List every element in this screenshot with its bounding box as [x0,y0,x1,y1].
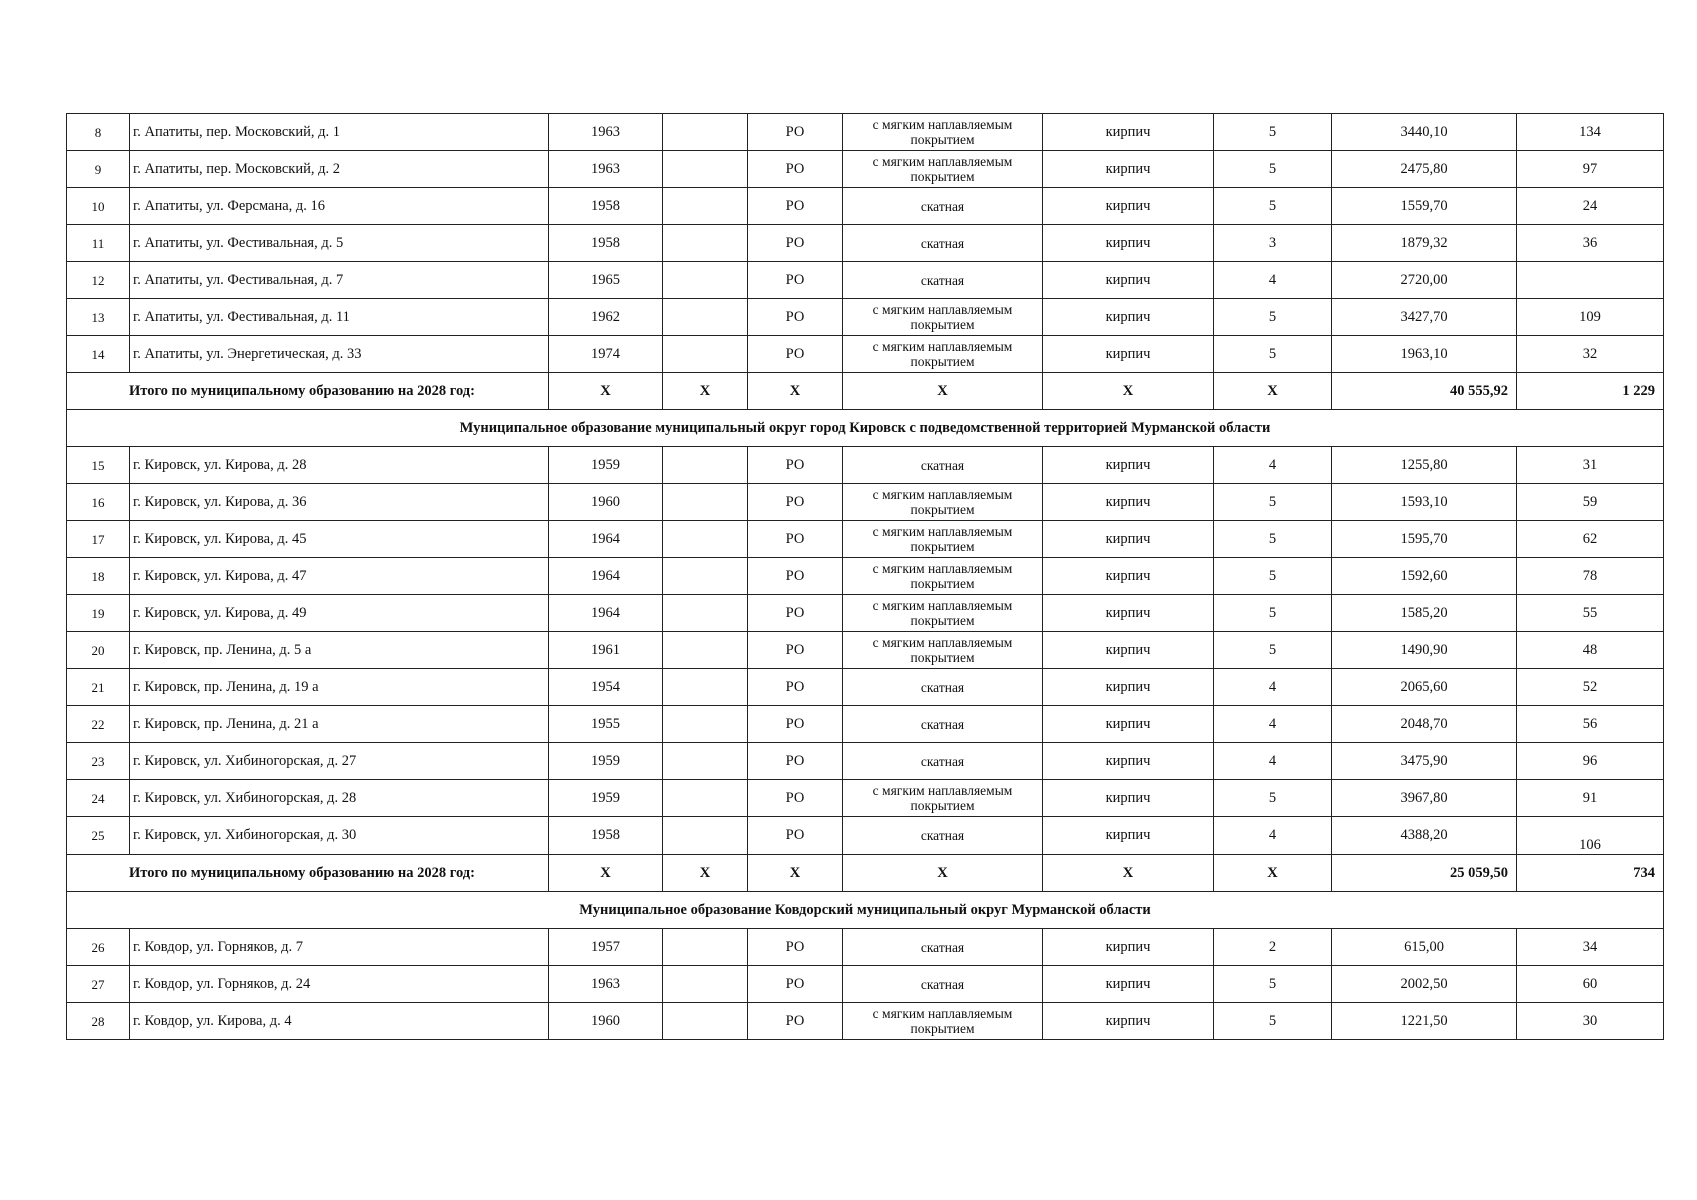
empty-cell [663,262,748,299]
section-title: Муниципальное образование Ковдорский муниципальный округ Мурманской области [67,892,1664,929]
subtotal-x-mark: X [1214,855,1332,892]
wall-material-cell: кирпич [1043,966,1214,1003]
area-cell: 1585,20 [1332,595,1517,632]
residents-cell: 97 [1517,151,1664,188]
floors-cell: 5 [1214,151,1332,188]
empty-cell [663,632,748,669]
address-cell: г. Апатиты, ул. Фестивальная, д. 11 [130,299,549,336]
area-cell: 2065,60 [1332,669,1517,706]
address-cell: г. Апатиты, ул. Фестивальная, д. 7 [130,262,549,299]
management-cell: РО [748,225,843,262]
wall-material-cell: кирпич [1043,225,1214,262]
address-cell: г. Кировск, ул. Кирова, д. 45 [130,521,549,558]
residents-cell: 34 [1517,929,1664,966]
table-row [67,595,1664,632]
area-cell: 1593,10 [1332,484,1517,521]
address-cell: г. Апатиты, пер. Московский, д. 2 [130,151,549,188]
row-number: 21 [67,669,130,706]
residents-cell: 48 [1517,632,1664,669]
area-cell: 3967,80 [1332,780,1517,817]
residents-cell [1517,262,1664,299]
roof-type-cell: с мягким наплавляемым покрытием [843,484,1043,521]
empty-cell [663,706,748,743]
subtotal-x-mark: X [549,373,663,410]
roof-type-cell: скатная [843,225,1043,262]
roof-type-cell: с мягким наплавляемым покрытием [843,114,1043,151]
floors-cell: 5 [1214,558,1332,595]
empty-cell [663,558,748,595]
address-cell: г. Апатиты, ул. Энергетическая, д. 33 [130,336,549,373]
year-cell: 1958 [549,225,663,262]
section-header-row [67,410,1664,447]
roof-type-cell: с мягким наплавляемым покрытием [843,151,1043,188]
empty-cell [663,484,748,521]
year-cell: 1959 [549,447,663,484]
area-cell: 1221,50 [1332,1003,1517,1040]
row-number: 20 [67,632,130,669]
address-cell: г. Кировск, ул. Хибиногорская, д. 27 [130,743,549,780]
subtotal-x-mark: X [748,855,843,892]
residents-cell: 96 [1517,743,1664,780]
table-row [67,706,1664,743]
subtotal-area: 40 555,92 [1332,373,1517,410]
wall-material-cell: кирпич [1043,817,1214,855]
management-cell: РО [748,929,843,966]
year-cell: 1957 [549,929,663,966]
area-cell: 1595,70 [1332,521,1517,558]
roof-type-cell: скатная [843,262,1043,299]
floors-cell: 4 [1214,669,1332,706]
address-cell: г. Кировск, пр. Ленина, д. 5 а [130,632,549,669]
year-cell: 1954 [549,669,663,706]
wall-material-cell: кирпич [1043,299,1214,336]
floors-cell: 5 [1214,336,1332,373]
management-cell: РО [748,817,843,855]
year-cell: 1964 [549,595,663,632]
table-row [67,1003,1664,1040]
roof-type-cell: скатная [843,706,1043,743]
year-cell: 1965 [549,262,663,299]
wall-material-cell: кирпич [1043,706,1214,743]
roof-type-cell: скатная [843,447,1043,484]
year-cell: 1964 [549,521,663,558]
wall-material-cell: кирпич [1043,188,1214,225]
roof-type-cell: с мягким наплавляемым покрытием [843,299,1043,336]
row-number: 28 [67,1003,130,1040]
row-number: 14 [67,336,130,373]
housing-registry-table [66,113,1664,1040]
address-cell: г. Апатиты, пер. Московский, д. 1 [130,114,549,151]
subtotal-row [67,855,1664,892]
management-cell: РО [748,336,843,373]
roof-type-cell: с мягким наплавляемым покрытием [843,336,1043,373]
row-number: 10 [67,188,130,225]
floors-cell: 5 [1214,632,1332,669]
year-cell: 1958 [549,188,663,225]
table-row [67,114,1664,151]
wall-material-cell: кирпич [1043,929,1214,966]
floors-cell: 5 [1214,521,1332,558]
section-header-row [67,892,1664,929]
row-number: 26 [67,929,130,966]
address-cell: г. Кировск, пр. Ленина, д. 21 а [130,706,549,743]
empty-cell [663,929,748,966]
row-number: 9 [67,151,130,188]
row-number: 27 [67,966,130,1003]
year-cell: 1959 [549,743,663,780]
residents-cell: 59 [1517,484,1664,521]
area-cell: 1879,32 [1332,225,1517,262]
area-cell: 615,00 [1332,929,1517,966]
table-row [67,966,1664,1003]
roof-type-cell: скатная [843,188,1043,225]
floors-cell: 5 [1214,299,1332,336]
empty-cell [663,188,748,225]
address-cell: г. Ковдор, ул. Горняков, д. 7 [130,929,549,966]
year-cell: 1960 [549,1003,663,1040]
management-cell: РО [748,447,843,484]
wall-material-cell: кирпич [1043,669,1214,706]
management-cell: РО [748,1003,843,1040]
address-cell: г. Апатиты, ул. Фестивальная, д. 5 [130,225,549,262]
management-cell: РО [748,114,843,151]
table-row [67,151,1664,188]
table-row [67,558,1664,595]
subtotal-x-mark: X [663,373,748,410]
roof-type-cell: скатная [843,743,1043,780]
management-cell: РО [748,632,843,669]
empty-cell [663,299,748,336]
table-row [67,669,1664,706]
area-cell: 4388,20 [1332,817,1517,855]
address-cell: г. Кировск, ул. Кирова, д. 28 [130,447,549,484]
floors-cell: 5 [1214,188,1332,225]
floors-cell: 4 [1214,706,1332,743]
row-number: 16 [67,484,130,521]
management-cell: РО [748,188,843,225]
floors-cell: 4 [1214,447,1332,484]
roof-type-cell: с мягким наплавляемым покрытием [843,558,1043,595]
address-cell: г. Ковдор, ул. Горняков, д. 24 [130,966,549,1003]
empty-cell [663,336,748,373]
address-cell: г. Кировск, ул. Хибиногорская, д. 28 [130,780,549,817]
address-cell: г. Ковдор, ул. Кирова, д. 4 [130,1003,549,1040]
year-cell: 1960 [549,484,663,521]
table-row [67,299,1664,336]
table-row [67,336,1664,373]
address-cell: г. Кировск, пр. Ленина, д. 19 а [130,669,549,706]
roof-type-cell: с мягким наплавляемым покрытием [843,632,1043,669]
area-cell: 2475,80 [1332,151,1517,188]
floors-cell: 2 [1214,929,1332,966]
residents-cell: 55 [1517,595,1664,632]
subtotal-x-mark: X [748,373,843,410]
address-cell: г. Кировск, ул. Кирова, д. 49 [130,595,549,632]
table-row [67,632,1664,669]
wall-material-cell: кирпич [1043,151,1214,188]
area-cell: 2720,00 [1332,262,1517,299]
empty-cell [663,114,748,151]
management-cell: РО [748,262,843,299]
table-row [67,780,1664,817]
wall-material-cell: кирпич [1043,595,1214,632]
residents-cell: 78 [1517,558,1664,595]
table-row [67,521,1664,558]
year-cell: 1974 [549,336,663,373]
floors-cell: 5 [1214,780,1332,817]
residents-cell: 134 [1517,114,1664,151]
row-number: 22 [67,706,130,743]
subtotal-x-mark: X [1214,373,1332,410]
residents-cell: 32 [1517,336,1664,373]
floors-cell: 5 [1214,484,1332,521]
wall-material-cell: кирпич [1043,336,1214,373]
management-cell: РО [748,706,843,743]
floors-cell: 4 [1214,743,1332,780]
row-number: 13 [67,299,130,336]
table-row [67,447,1664,484]
row-number: 23 [67,743,130,780]
section-title: Муниципальное образование муниципальный округ город Кировск с подведомственной территорией Мурманской области [67,410,1664,447]
residents-cell: 62 [1517,521,1664,558]
year-cell: 1959 [549,780,663,817]
year-cell: 1962 [549,299,663,336]
row-number: 24 [67,780,130,817]
table-row [67,188,1664,225]
area-cell: 3475,90 [1332,743,1517,780]
residents-cell: 52 [1517,669,1664,706]
table-row [67,817,1664,855]
roof-type-cell: с мягким наплавляемым покрытием [843,1003,1043,1040]
year-cell: 1963 [549,114,663,151]
area-cell: 3440,10 [1332,114,1517,151]
floors-cell: 5 [1214,595,1332,632]
table-row [67,225,1664,262]
subtotal-x-mark: X [1043,855,1214,892]
subtotal-x-mark: X [843,373,1043,410]
row-number: 15 [67,447,130,484]
area-cell: 1490,90 [1332,632,1517,669]
management-cell: РО [748,151,843,188]
residents-cell: 109 [1517,299,1664,336]
empty-cell [663,743,748,780]
wall-material-cell: кирпич [1043,447,1214,484]
wall-material-cell: кирпич [1043,632,1214,669]
table-row [67,484,1664,521]
roof-type-cell: скатная [843,669,1043,706]
subtotal-x-mark: X [663,855,748,892]
management-cell: РО [748,743,843,780]
subtotal-label: Итого по муниципальному образованию на 2028 год: [67,855,549,892]
wall-material-cell: кирпич [1043,743,1214,780]
management-cell: РО [748,780,843,817]
empty-cell [663,151,748,188]
residents-cell: 106 [1517,817,1664,855]
area-cell: 3427,70 [1332,299,1517,336]
roof-type-cell: скатная [843,929,1043,966]
subtotal-x-mark: X [843,855,1043,892]
year-cell: 1964 [549,558,663,595]
address-cell: г. Кировск, ул. Кирова, д. 47 [130,558,549,595]
residents-cell: 30 [1517,1003,1664,1040]
roof-type-cell: с мягким наплавляемым покрытием [843,521,1043,558]
area-cell: 2048,70 [1332,706,1517,743]
empty-cell [663,817,748,855]
wall-material-cell: кирпич [1043,262,1214,299]
roof-type-cell: скатная [843,966,1043,1003]
empty-cell [663,780,748,817]
row-number: 8 [67,114,130,151]
residents-cell: 60 [1517,966,1664,1003]
table-row [67,262,1664,299]
row-number: 11 [67,225,130,262]
year-cell: 1963 [549,151,663,188]
floors-cell: 4 [1214,817,1332,855]
subtotal-x-mark: X [1043,373,1214,410]
management-cell: РО [748,521,843,558]
subtotal-residents: 734 [1517,855,1664,892]
wall-material-cell: кирпич [1043,484,1214,521]
subtotal-row [67,373,1664,410]
table-row [67,929,1664,966]
residents-cell: 91 [1517,780,1664,817]
floors-cell: 3 [1214,225,1332,262]
floors-cell: 5 [1214,1003,1332,1040]
area-cell: 1255,80 [1332,447,1517,484]
management-cell: РО [748,299,843,336]
floors-cell: 5 [1214,114,1332,151]
row-number: 17 [67,521,130,558]
subtotal-area: 25 059,50 [1332,855,1517,892]
roof-type-cell: скатная [843,817,1043,855]
management-cell: РО [748,669,843,706]
table-row [67,743,1664,780]
area-cell: 1592,60 [1332,558,1517,595]
wall-material-cell: кирпич [1043,114,1214,151]
address-cell: г. Кировск, ул. Хибиногорская, д. 30 [130,817,549,855]
empty-cell [663,669,748,706]
empty-cell [663,595,748,632]
area-cell: 2002,50 [1332,966,1517,1003]
empty-cell [663,447,748,484]
year-cell: 1958 [549,817,663,855]
subtotal-x-mark: X [549,855,663,892]
year-cell: 1955 [549,706,663,743]
management-cell: РО [748,966,843,1003]
subtotal-residents: 1 229 [1517,373,1664,410]
table-body [67,114,1664,1040]
empty-cell [663,966,748,1003]
residents-cell: 24 [1517,188,1664,225]
address-cell: г. Апатиты, ул. Ферсмана, д. 16 [130,188,549,225]
subtotal-label: Итого по муниципальному образованию на 2028 год: [67,373,549,410]
row-number: 18 [67,558,130,595]
residents-cell: 56 [1517,706,1664,743]
empty-cell [663,225,748,262]
year-cell: 1961 [549,632,663,669]
year-cell: 1963 [549,966,663,1003]
management-cell: РО [748,595,843,632]
management-cell: РО [748,558,843,595]
wall-material-cell: кирпич [1043,558,1214,595]
roof-type-cell: с мягким наплавляемым покрытием [843,595,1043,632]
residents-cell: 36 [1517,225,1664,262]
row-number: 19 [67,595,130,632]
wall-material-cell: кирпич [1043,521,1214,558]
empty-cell [663,521,748,558]
residents-cell: 31 [1517,447,1664,484]
area-cell: 1963,10 [1332,336,1517,373]
wall-material-cell: кирпич [1043,1003,1214,1040]
empty-cell [663,1003,748,1040]
floors-cell: 4 [1214,262,1332,299]
wall-material-cell: кирпич [1043,780,1214,817]
address-cell: г. Кировск, ул. Кирова, д. 36 [130,484,549,521]
area-cell: 1559,70 [1332,188,1517,225]
floors-cell: 5 [1214,966,1332,1003]
roof-type-cell: с мягким наплавляемым покрытием [843,780,1043,817]
row-number: 12 [67,262,130,299]
row-number: 25 [67,817,130,855]
management-cell: РО [748,484,843,521]
